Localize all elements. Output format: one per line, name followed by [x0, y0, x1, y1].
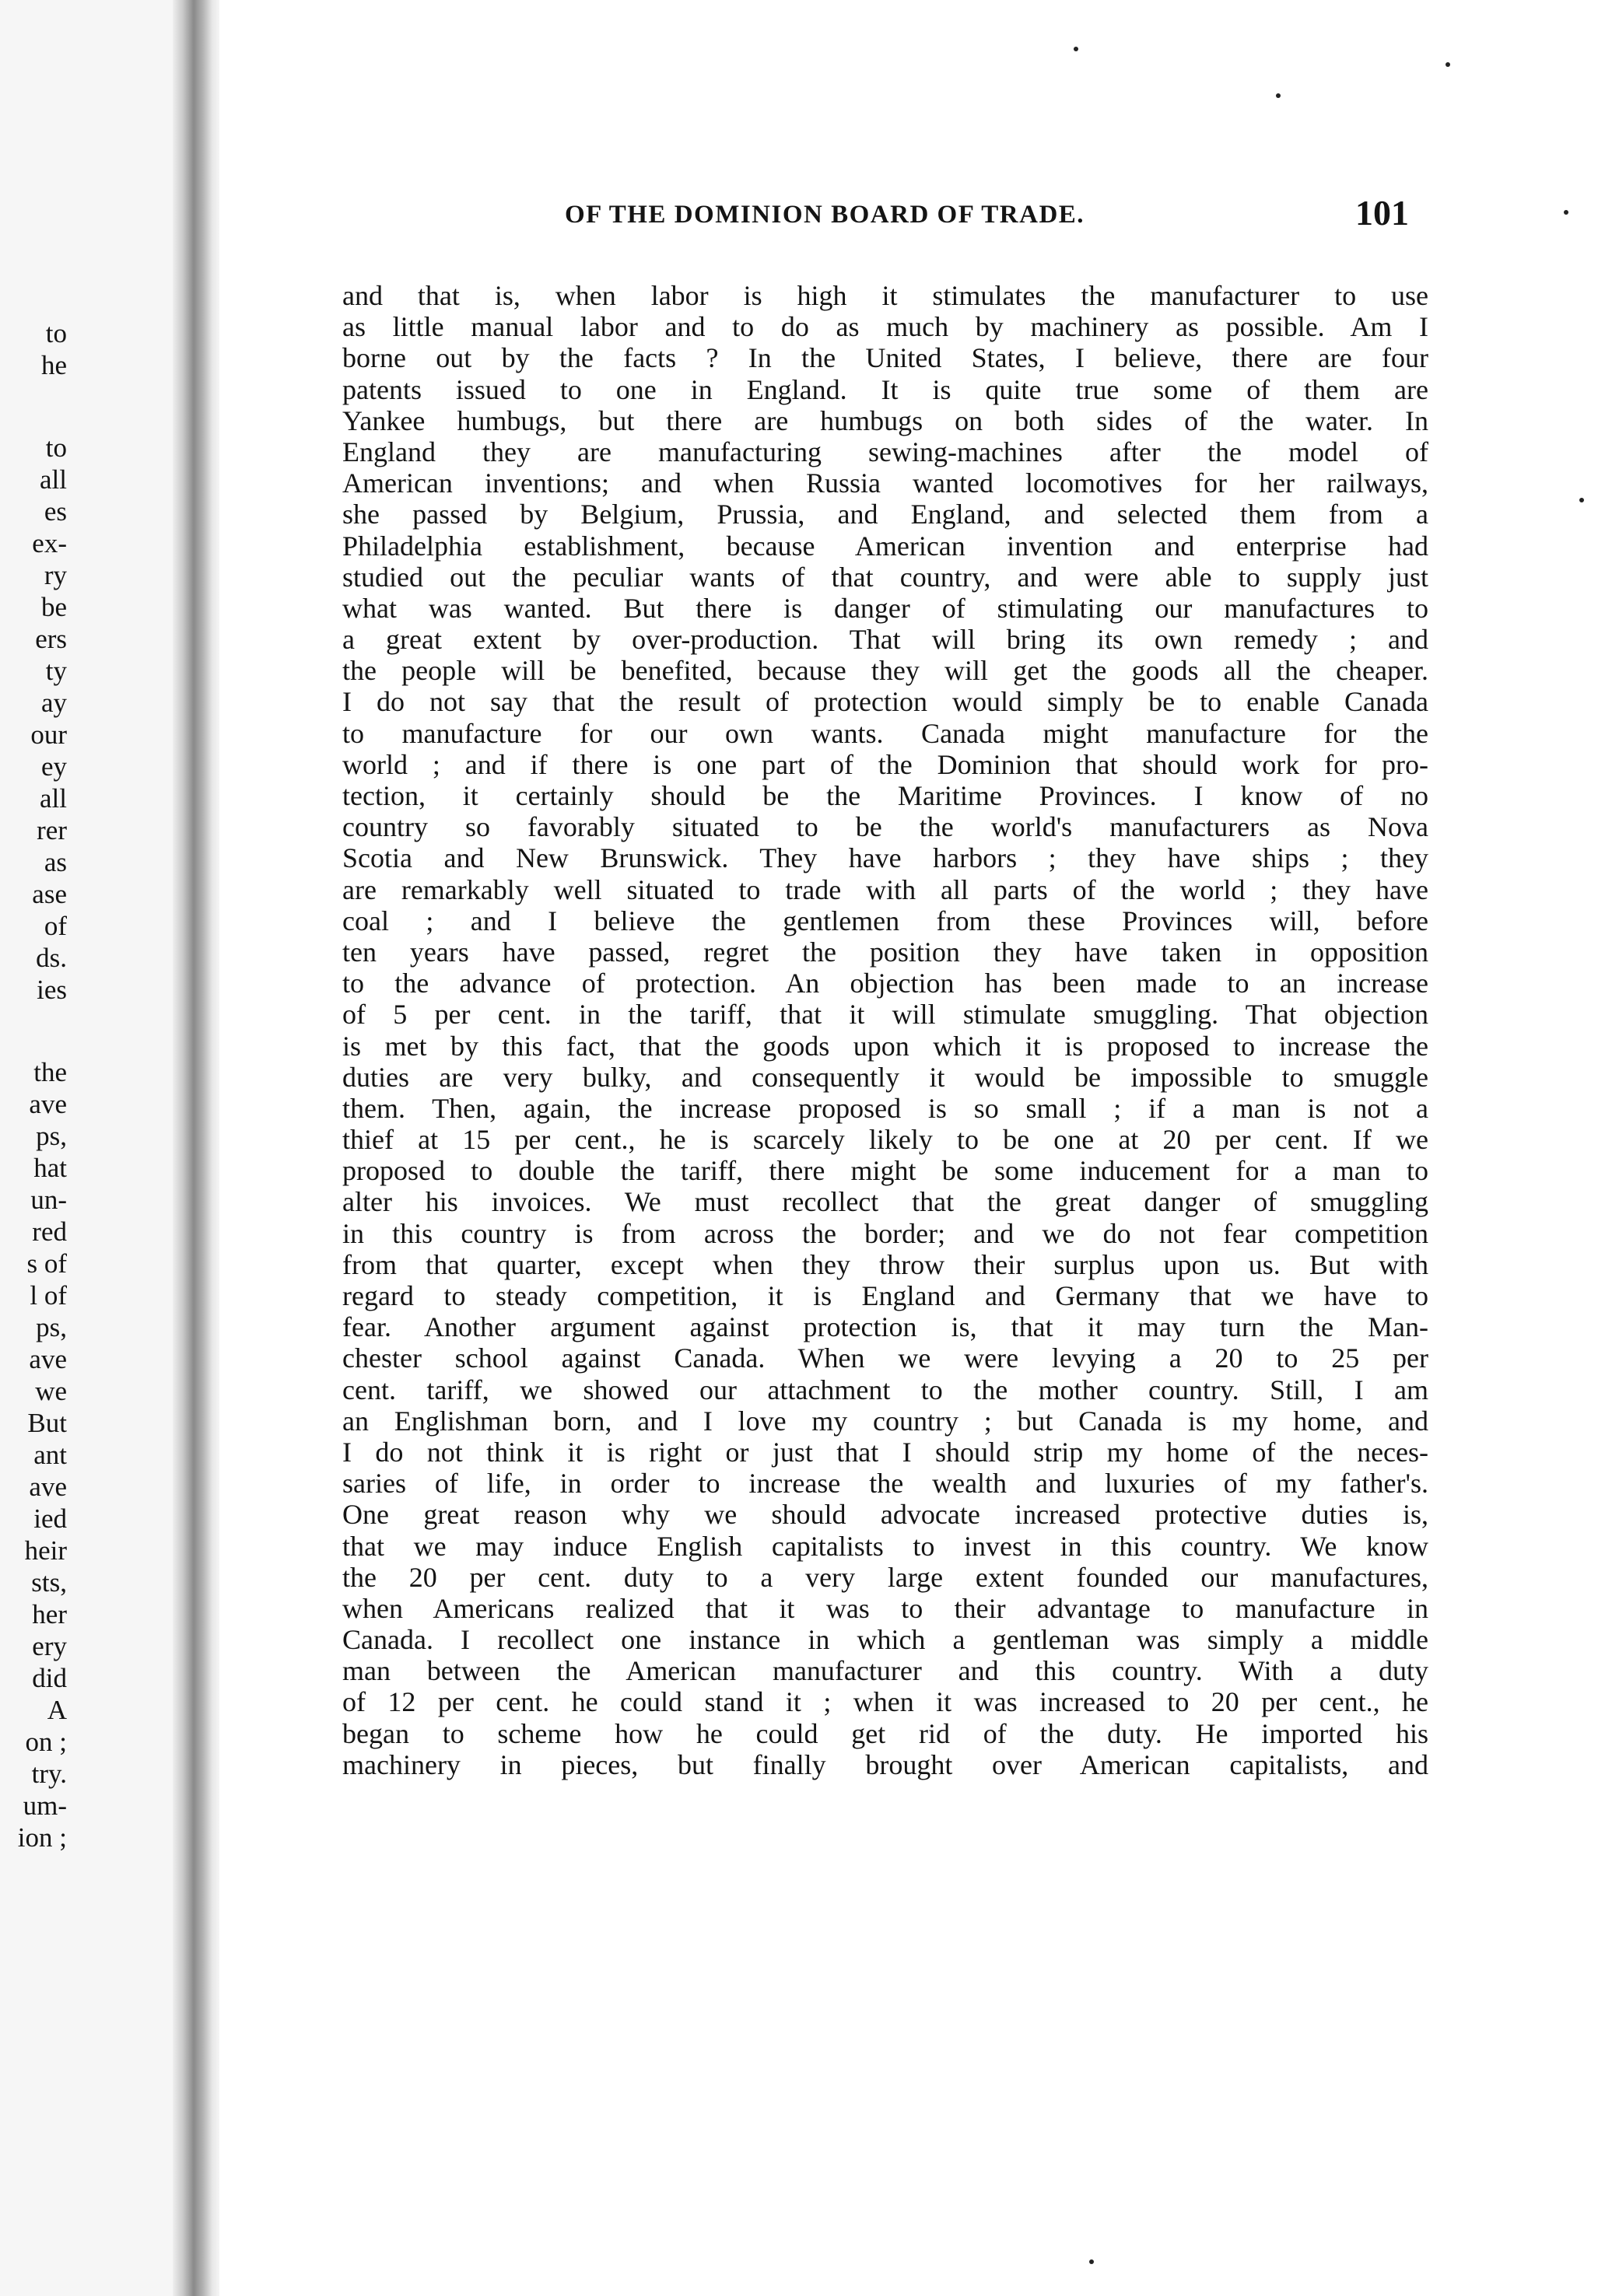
- text-line: the 20 per cent. duty to a very large extent founded our manufactures,: [342, 1561, 1428, 1593]
- scan-speck: [1089, 2259, 1094, 2264]
- text-line: cent. tariff, we showed our attachment to the mother country. Still, I am: [342, 1374, 1428, 1405]
- text-line: coal ; and I believe the gentlemen from these Provinces will, before: [342, 905, 1428, 936]
- previous-page-fragment: ey: [40, 751, 67, 782]
- text-line: regard to steady competition, it is England and Germany that we have to: [342, 1280, 1428, 1311]
- text-line: I do not say that the result of protection would simply be to enable Canada: [342, 686, 1428, 718]
- text-line: and that is, when labor is high it stimulates the manufacturer to use: [342, 280, 1428, 311]
- scan-speck: [1276, 93, 1281, 98]
- previous-page-fragment: s of: [26, 1248, 67, 1279]
- previous-page-fragment: um-: [23, 1790, 67, 1821]
- previous-page-fragment: ied: [33, 1503, 67, 1534]
- previous-page-fragment: we: [35, 1376, 67, 1406]
- binding-gutter: [173, 0, 219, 2296]
- text-line: American inventions; and when Russia wanted locomotives for her railways,: [342, 467, 1428, 499]
- previous-page-fragment: try.: [31, 1759, 67, 1789]
- previous-page-fragment: ave: [29, 1472, 67, 1502]
- previous-page-fragment: to: [45, 318, 67, 348]
- text-line: duties are very bulky, and consequently it would be impossible to smuggle: [342, 1061, 1428, 1093]
- previous-page-line-fragments: [0, 317, 67, 1853]
- text-line: machinery in pieces, but finally brought over American capitalists, and: [342, 1748, 1428, 1780]
- previous-page-fragment: sts,: [31, 1567, 67, 1598]
- text-line: England they are manufacturing sewing-machines after the model of: [342, 436, 1428, 467]
- text-line: chester school against Canada. When we were levying a 20 to 25 per: [342, 1342, 1428, 1374]
- previous-page-fragment: be: [40, 592, 67, 622]
- text-line: of 5 per cent. in the tariff, that it will stimulate smuggling. That objection: [342, 999, 1428, 1031]
- previous-page-fragment: un-: [30, 1185, 67, 1215]
- scan-speck: [1074, 47, 1078, 51]
- previous-page-fragment: hat: [33, 1153, 67, 1183]
- previous-page-fragment: all: [40, 783, 67, 814]
- text-line: to the advance of protection. An objection has been made to an increase: [342, 968, 1428, 999]
- previous-page-fragment: ers: [35, 624, 67, 654]
- previous-page-fragment: our: [30, 719, 67, 750]
- previous-page-fragment: did: [32, 1663, 67, 1693]
- text-line: thief at 15 per cent., he is scarcely likely to be one at 20 per cent. If we: [342, 1124, 1428, 1156]
- previous-page-fragment: to: [45, 432, 67, 463]
- previous-page-fragment: her: [32, 1599, 67, 1629]
- previous-page-fragment: es: [44, 496, 67, 527]
- text-line: man between the American manufacturer and this country. With a duty: [342, 1655, 1428, 1687]
- page-body-text: [342, 280, 1428, 1780]
- previous-page-fragment: ave: [29, 1344, 67, 1374]
- previous-page-fragment: heir: [24, 1535, 67, 1566]
- previous-page-fragment: the: [33, 1057, 67, 1087]
- previous-page-edge: [0, 0, 185, 2296]
- text-line: country so favorably situated to be the world's manufacturers as Nova: [342, 811, 1428, 843]
- scan-speck: [1579, 498, 1584, 502]
- text-line: Yankee humbugs, but there are humbugs on both sides of the water. In: [342, 404, 1428, 436]
- text-line: a great extent by over-production. That will bring its own remedy ; and: [342, 624, 1428, 656]
- text-line: she passed by Belgium, Prussia, and England, and selected them from a: [342, 499, 1428, 530]
- text-line: from that quarter, except when they throw their surplus upon us. But with: [342, 1248, 1428, 1280]
- text-line: them. Then, again, the increase proposed is so small ; if a man is not a: [342, 1092, 1428, 1124]
- previous-page-fragment: red: [32, 1216, 67, 1247]
- page-number: 101: [1355, 193, 1409, 233]
- text-line: borne out by the facts ? In the United States, I believe, there are four: [342, 342, 1428, 374]
- text-line: Canada. I recollect one instance in which a gentleman was simply a middle: [342, 1624, 1428, 1656]
- text-line: ten years have passed, regret the position they have taken in opposition: [342, 936, 1428, 968]
- running-head: OF THE DOMINION BOARD OF TRADE.: [565, 201, 1085, 229]
- text-line: what was wanted. But there is danger of stimulating our manufactures to: [342, 592, 1428, 624]
- text-line: is met by this fact, that the goods upon which it is proposed to increase the: [342, 1030, 1428, 1062]
- text-line: fear. Another argument against protection is, that it may turn the Man-: [342, 1311, 1428, 1343]
- previous-page-fragment: ave: [29, 1089, 67, 1119]
- text-line: Philadelphia establishment, because American invention and enterprise had: [342, 530, 1428, 562]
- previous-page-fragment: of: [44, 911, 67, 941]
- previous-page-fragment: rer: [37, 815, 67, 845]
- previous-page-fragment: ies: [37, 975, 67, 1005]
- text-line: as little manual labor and to do as much by machinery as possible. Am I: [342, 311, 1428, 343]
- previous-page-fragment: ds.: [36, 943, 67, 973]
- previous-page-fragment: A: [47, 1695, 67, 1725]
- previous-page-fragment: [0, 1006, 67, 1056]
- text-line: that we may induce English capitalists to invest in this country. We know: [342, 1530, 1428, 1562]
- previous-page-fragment: as: [44, 847, 67, 877]
- text-line: I do not think it is right or just that I should strip my home of the neces-: [342, 1436, 1428, 1468]
- previous-page-fragment: l of: [30, 1280, 67, 1311]
- previous-page-fragment: [0, 381, 67, 432]
- previous-page-fragment: ay: [40, 688, 67, 718]
- text-line: One great reason why we should advocate increased protective duties is,: [342, 1499, 1428, 1531]
- previous-page-fragment: ps,: [36, 1312, 67, 1342]
- previous-page-fragment: ry: [44, 560, 67, 590]
- text-line: studied out the peculiar wants of that country, and were able to supply just: [342, 561, 1428, 593]
- text-line: began to scheme how he could get rid of the duty. He imported his: [342, 1717, 1428, 1749]
- text-line: of 12 per cent. he could stand it ; when it was increased to 20 per cent., he: [342, 1686, 1428, 1718]
- scan-speck: [1564, 210, 1568, 215]
- text-line: world ; and if there is one part of the Dominion that should work for pro-: [342, 748, 1428, 780]
- previous-page-fragment: ex-: [32, 528, 67, 558]
- scan-speck: [1446, 62, 1450, 67]
- text-line: in this country is from across the border; and we do not fear competition: [342, 1217, 1428, 1249]
- text-line: patents issued to one in England. It is quite true some of them are: [342, 373, 1428, 405]
- text-line: when Americans realized that it was to their advantage to manufacture in: [342, 1592, 1428, 1624]
- previous-page-fragment: ps,: [36, 1121, 67, 1151]
- previous-page-fragment: ery: [32, 1631, 67, 1661]
- text-line: an Englishman born, and I love my country ; but Canada is my home, and: [342, 1405, 1428, 1437]
- previous-page-fragment: all: [40, 464, 67, 495]
- previous-page-fragment: ase: [32, 879, 67, 909]
- previous-page-fragment: But: [27, 1408, 67, 1438]
- text-line: saries of life, in order to increase the wealth and luxuries of my father's.: [342, 1468, 1428, 1500]
- text-line: Scotia and New Brunswick. They have harbors ; they have ships ; they: [342, 842, 1428, 874]
- text-line: to manufacture for our own wants. Canada might manufacture for the: [342, 717, 1428, 749]
- previous-page-fragment: he: [40, 350, 67, 380]
- previous-page-fragment: ant: [33, 1440, 67, 1470]
- text-line: are remarkably well situated to trade with all parts of the world ; they have: [342, 873, 1428, 905]
- text-line: the people will be benefited, because they will get the goods all the cheaper.: [342, 655, 1428, 687]
- text-line: proposed to double the tariff, there might be some inducement for a man to: [342, 1155, 1428, 1187]
- previous-page-fragment: ty: [45, 656, 67, 686]
- text-line: alter his invoices. We must recollect that the great danger of smuggling: [342, 1186, 1428, 1218]
- previous-page-fragment: ion ;: [17, 1822, 67, 1853]
- text-line: tection, it certainly should be the Maritime Provinces. I know of no: [342, 780, 1428, 811]
- previous-page-fragment: on ;: [25, 1727, 67, 1757]
